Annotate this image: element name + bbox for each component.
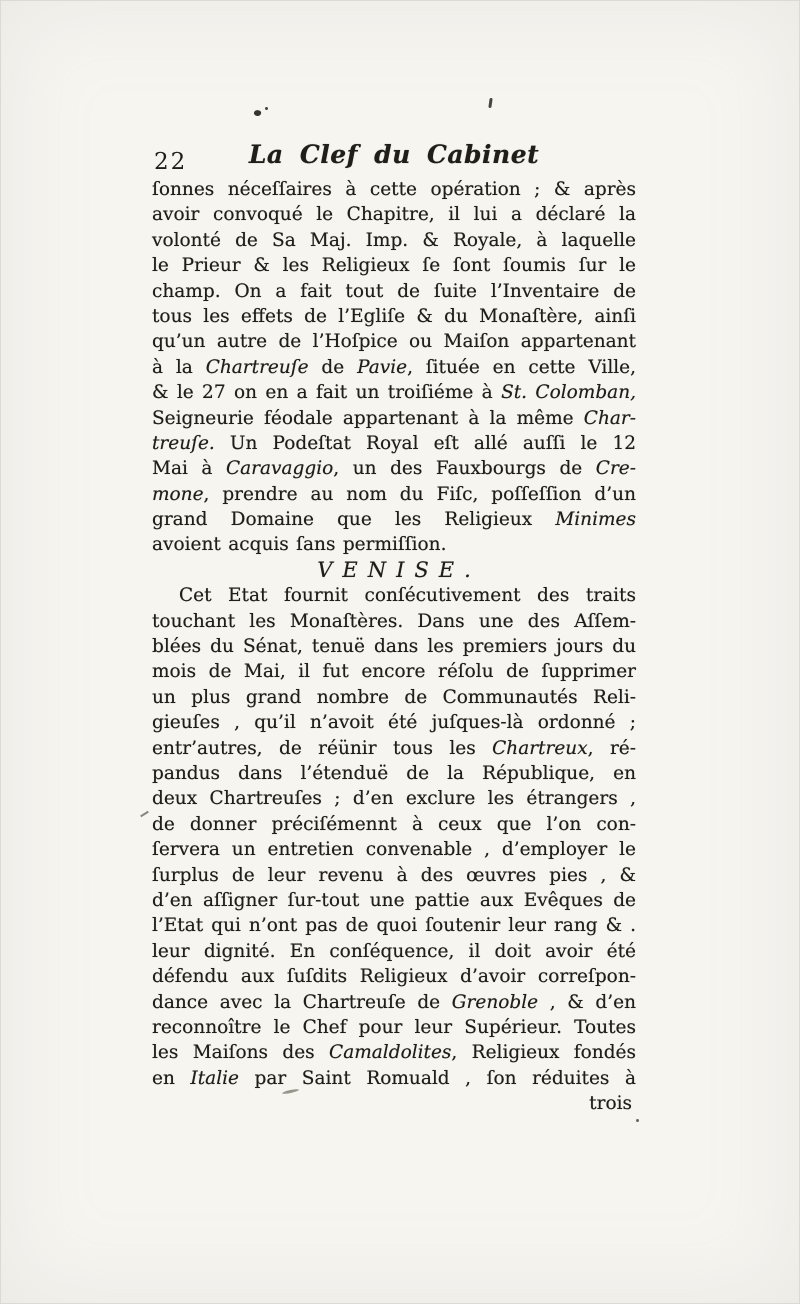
text-line: Mai à Caravaggio, un des Fauxbourgs de Cre- bbox=[152, 458, 636, 480]
text-line: le Prieur & les Religieux ſe ſont ſoumis ſur le bbox=[152, 255, 636, 277]
text-line: Seigneurie féodale appartenant à la même Char- bbox=[152, 407, 636, 429]
text-line: défendu aux ſuſdits Religieux d’avoir correſpon- bbox=[152, 966, 636, 988]
text-line: dance avec la Chartreuſe de Grenoble , & d’en bbox=[152, 991, 636, 1013]
text-line: champ. On a fait tout de ſuite l’Inventaire de bbox=[152, 280, 636, 302]
text-line: mone, prendre au nom du Fiſc, poſſeſſion d’un bbox=[152, 483, 636, 505]
text-line: deux Chartreuſes ; d’en exclure les étrangers , bbox=[152, 788, 636, 810]
ink-speck bbox=[265, 107, 268, 110]
text-line: pandus dans l’étenduë de la République, en bbox=[152, 762, 636, 784]
text-line: & le 27 on en a fait un troiſiéme à St. Colomban, bbox=[152, 382, 636, 404]
text-line: mois de Mai, il fut encore réſolu de ſupprimer bbox=[152, 661, 636, 683]
text-line: avoient acquis ſans permiſſion. bbox=[152, 534, 447, 556]
page-header bbox=[152, 140, 636, 174]
paragraph-milan bbox=[152, 177, 636, 558]
section-heading-venise: VENISE. bbox=[317, 557, 481, 582]
text-line: en Italie par Saint Romuald , ſon réduites à bbox=[152, 1067, 636, 1089]
running-title: La Clef du Cabinet bbox=[248, 140, 540, 169]
text-line: ſonnes néceſſaires à cette opération ; & après bbox=[152, 179, 636, 200]
text-line: entr’autres, de réünir tous les Chartreux, ré- bbox=[152, 737, 636, 759]
text-line: Cet Etat fournit conſécutivement des traits bbox=[179, 585, 636, 607]
text-line: avoir convoqué le Chapitre, il lui a déclaré la bbox=[152, 204, 636, 226]
ink-speck bbox=[488, 98, 492, 108]
text-line: reconnoître le Chef pour leur Supérieur. Toutes bbox=[152, 1016, 636, 1038]
text-line: à la Chartreuſe de Pavie, ſituée en cette Ville, bbox=[152, 356, 636, 378]
text-line: ſurplus de leur revenu à des œuvres pies , & bbox=[152, 864, 636, 886]
text-line: grand Domaine que les Religieux Minimes bbox=[152, 509, 636, 531]
text-line: qu’un autre de l’Hoſpice ou Maiſon appartenant bbox=[152, 331, 636, 353]
text-line: volonté de Sa Maj. Imp. & Royale, à laquelle bbox=[152, 229, 636, 251]
ink-speck bbox=[636, 1119, 639, 1122]
ink-speck bbox=[140, 811, 149, 817]
text-line: d’en aſſigner ſur-tout une pattie aux Evêques de bbox=[152, 889, 636, 911]
page-number: 22 bbox=[154, 149, 188, 175]
text-line: gieuſes , qu’il n’avoit été juſques-là ordonné ; bbox=[152, 712, 636, 734]
text-line: les Maiſons des Camaldolites, Religieux fondés bbox=[152, 1042, 636, 1064]
text-line: ſervera un entretien convenable , d’employer le bbox=[152, 839, 636, 861]
text-line: treuſe. Un Podeſtat Royal eſt allé auſſi le 12 bbox=[152, 432, 636, 454]
text-line: l’Etat qui n’ont pas de quoi ſoutenir leur rang & . bbox=[152, 915, 636, 937]
text-line: touchant les Monaſtères. Dans une des Aſſem- bbox=[152, 610, 636, 632]
text-line: blées du Sénat, tenuë dans les premiers jours du bbox=[152, 636, 636, 658]
catchword: trois bbox=[589, 1093, 632, 1115]
text-line: tous les effets de l’Egliſe & du Monaſtère, ainſi bbox=[152, 305, 636, 327]
text-line: un plus grand nombre de Communautés Reli- bbox=[152, 686, 636, 708]
paragraph-venise bbox=[152, 583, 636, 1091]
text-line: leur dignité. En conſéquence, il doit avoir été bbox=[152, 940, 636, 962]
text-line: de donner préciſémennt à ceux que l’on con- bbox=[152, 813, 636, 835]
ink-speck bbox=[253, 109, 262, 117]
text-block bbox=[152, 177, 636, 1116]
